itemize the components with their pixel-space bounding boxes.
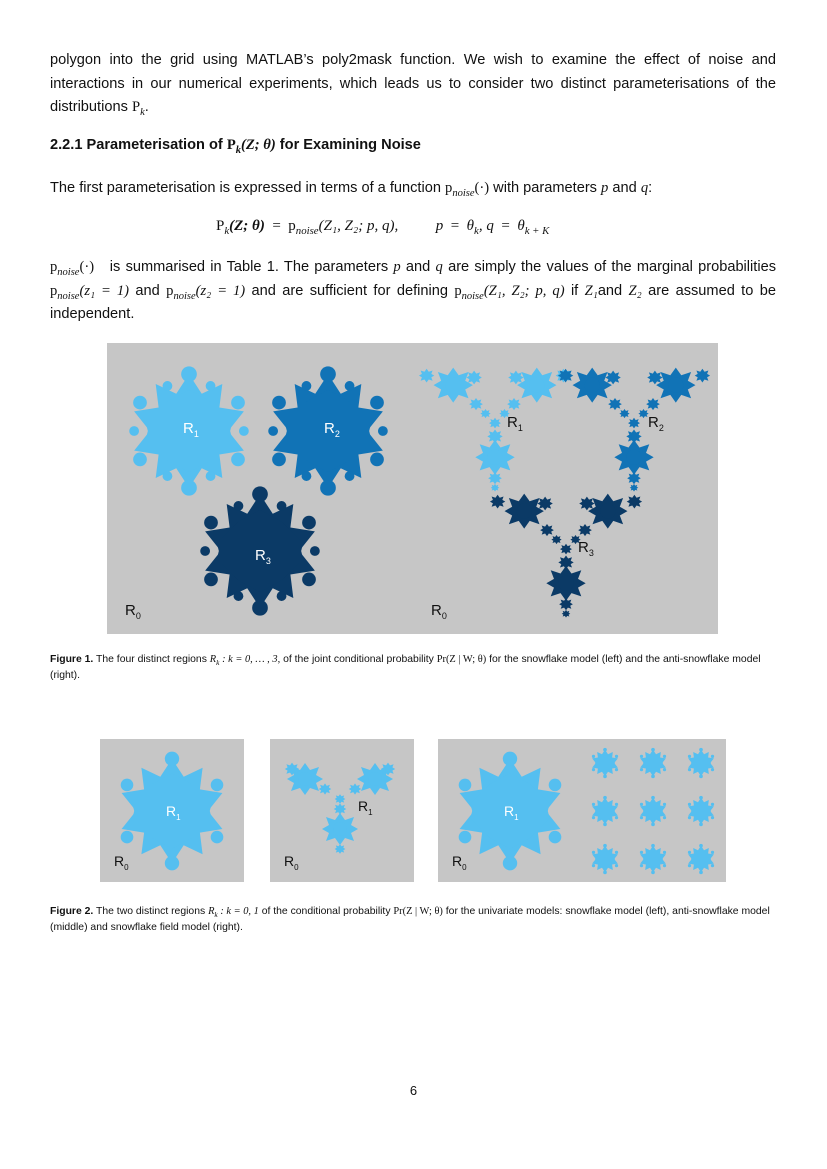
p3-joint-subscript: noise [461,290,484,302]
heading-suffix: for Examining Noise [279,137,421,153]
region-r1-fig2-field [459,748,714,874]
figure2-caption-t1: The two distinct regions [96,906,206,917]
figure1-caption-math1-subscript: k [216,658,220,668]
math-pnoise [445,180,490,199]
eq-theta1-subscript: k [474,225,479,237]
math-pk [131,99,145,118]
figure1-caption-math3: Pr(Z | W; θ) [436,654,487,665]
p3-marg2-args: (z₂ = 1) [195,282,246,299]
figure2-panel-snowflake-field [438,739,726,882]
label-r0-left: $R_0$ [125,602,141,621]
p3-marg1-args: (z₁ = 1) [79,282,130,299]
figure1-caption-math1-symbol: R [209,654,217,665]
p3-t2: are simply the values of the marginal probabilities [448,259,776,275]
p3-marg2 [166,282,246,302]
figure2-caption-math1-symbol: R [208,906,215,917]
para2-part1: The first parameterisation is expressed in terms of a function [50,180,441,196]
figure1-caption-math1-rest: : k = 0, … , 3, [219,654,281,665]
paragraph-intro [50,49,776,120]
label-r2-right: $R_2$ [648,414,664,433]
p3-pnoise-subscript: noise [57,266,80,278]
p3-marg1-symbol: p [50,282,58,299]
heading-math [226,137,276,156]
eq-lhs-subscript: k [224,225,230,237]
math-pk-subscript: k [140,106,145,118]
math-p: p [601,180,609,196]
label-r1-right: $R_1$ [507,414,523,433]
eq-equals-2: = [450,218,460,234]
figure2-field-svg [438,739,726,882]
math-q: q [640,180,649,196]
figure2-caption-t2: of the conditional probability [261,906,391,917]
eq-rhs-subscript: noise [295,225,319,237]
eq-lhs-symbol: P [216,218,225,234]
eq-cond-p: p [435,218,444,234]
figure1-caption-t1: The four distinct regions [96,654,207,665]
heading-math-symbol: P [226,137,236,153]
eq-equals-1: = [272,218,281,234]
p3-t5: if [570,282,579,299]
p3-z1: Z₁ [584,282,598,299]
label-r2-left: $R_2$ [324,420,340,439]
label-r3-left: $R_3$ [255,547,271,566]
math-pk-symbol: P [131,99,141,115]
figure2-caption-math3: Pr(Z | W; θ) [393,906,443,917]
label-r0-right: $R_0$ [431,602,447,621]
figure2-panel-antisnowflake [270,739,414,882]
figure1-image [107,343,718,634]
paragraph-intro-end: . [144,99,149,115]
p3-joint-args: (Z₁, Z₂; p, q) [483,282,565,299]
label-r1-left: $R_1$ [183,420,199,439]
para2-and: and [612,180,637,196]
region-r3-antisnowflake [490,494,642,618]
figure2-caption-math1-subscript: k [214,910,218,920]
page-number: 6 [409,1083,418,1098]
figure2-caption-t3: for the univariate models: snowflake model (left), anti-snowflake model (middle) and snowflake field model (right). [50,906,770,933]
eq-equals-3: = [501,218,510,234]
figure2-caption-math1-rest: : k = 0, 1 [217,906,259,917]
math-pnoise-symbol: p [445,180,453,196]
figure1-caption-t3: for the snowflake model (left) and the anti-snowflake model (right). [50,654,761,681]
para2-part2: with parameters [493,180,597,196]
p3-p: p [393,259,401,275]
figure1-caption-t2: of the joint conditional probability [283,654,434,665]
figure1-svg [107,343,718,634]
figure2-caption [50,904,776,935]
eq-rhs-symbol: p [288,218,296,234]
para2-end: : [648,180,653,196]
p3-pnoise-symbol: p [50,259,58,275]
figure2-panel-snowflake [100,739,244,882]
p3-t6: and [597,282,623,299]
heading-math-args: (Z; θ) [241,137,276,153]
eq-theta2: θ [517,218,525,234]
eq-rhs-args: (Z₁, Z₂; p, q), [318,218,399,234]
label-fig2b-r1: $R_1$ [358,798,373,817]
p3-joint [454,282,565,302]
heading-prefix: 2.2.1 Parameterisation of [50,137,223,153]
paragraph-intro-text: polygon into the grid using MATLAB’s poly2mask function. We wish to examine the effect of noise and interactions in our numerical experiments, which leads us to consider two distinct parameterisations of the distributions [50,52,776,115]
display-equation [216,218,549,235]
paragraph-first-param [50,177,776,201]
region-r2-antisnowflake [558,368,710,492]
p3-marg1-subscript: noise [57,290,80,302]
p3-t7: are assumed to be independent. [50,282,776,322]
figure2-antisnowflake-svg [270,739,414,882]
paragraph-pnoise-summary [50,256,776,327]
p3-marg1 [50,282,130,302]
section-heading [50,137,421,154]
math-pnoise-subscript: noise [452,187,475,199]
label-fig2c-r0: $R_0$ [452,853,467,872]
eq-theta1: θ [466,218,475,234]
region-r1-antisnowflake [419,368,571,492]
figure2-caption-math1 [208,906,259,920]
label-fig2b-r0: $R_0$ [284,853,299,872]
figure1-caption [50,652,776,683]
label-fig2c-r1: $R_1$ [504,803,519,822]
figure2-snowflake-svg [100,739,244,882]
p3-t4: and are sufficient for defining [251,282,448,299]
eq-cond-q: , q [478,218,494,234]
region-r1-fig2-antisnowflake [285,763,395,854]
p3-and: and [405,259,431,275]
eq-lhs-args: (Z; θ) [229,218,265,234]
p3-t1: is summarised in Table 1. The parameters [109,259,389,275]
p3-z2: Z₂ [628,282,642,299]
p3-t3: and [135,282,160,299]
figure1-caption-label: Figure 1. [50,654,94,665]
p3-pnoise-arg: (·) [79,259,95,275]
label-fig2a-r0: $R_0$ [114,853,129,872]
p3-joint-symbol: p [454,282,462,299]
label-r3-right: $R_3$ [578,539,594,558]
p3-pnoise [50,259,95,278]
heading-math-subscript: k [235,144,242,156]
eq-theta2-subscript: k + K [524,225,550,237]
figure1-caption-math1 [209,654,281,668]
p3-q: q [435,259,443,275]
figure2-caption-label: Figure 2. [50,906,94,917]
label-fig2a-r1: $R_1$ [166,803,181,822]
p3-marg2-symbol: p [166,282,174,299]
p3-marg2-subscript: noise [173,290,196,302]
math-pnoise-arg: (·) [474,180,490,196]
